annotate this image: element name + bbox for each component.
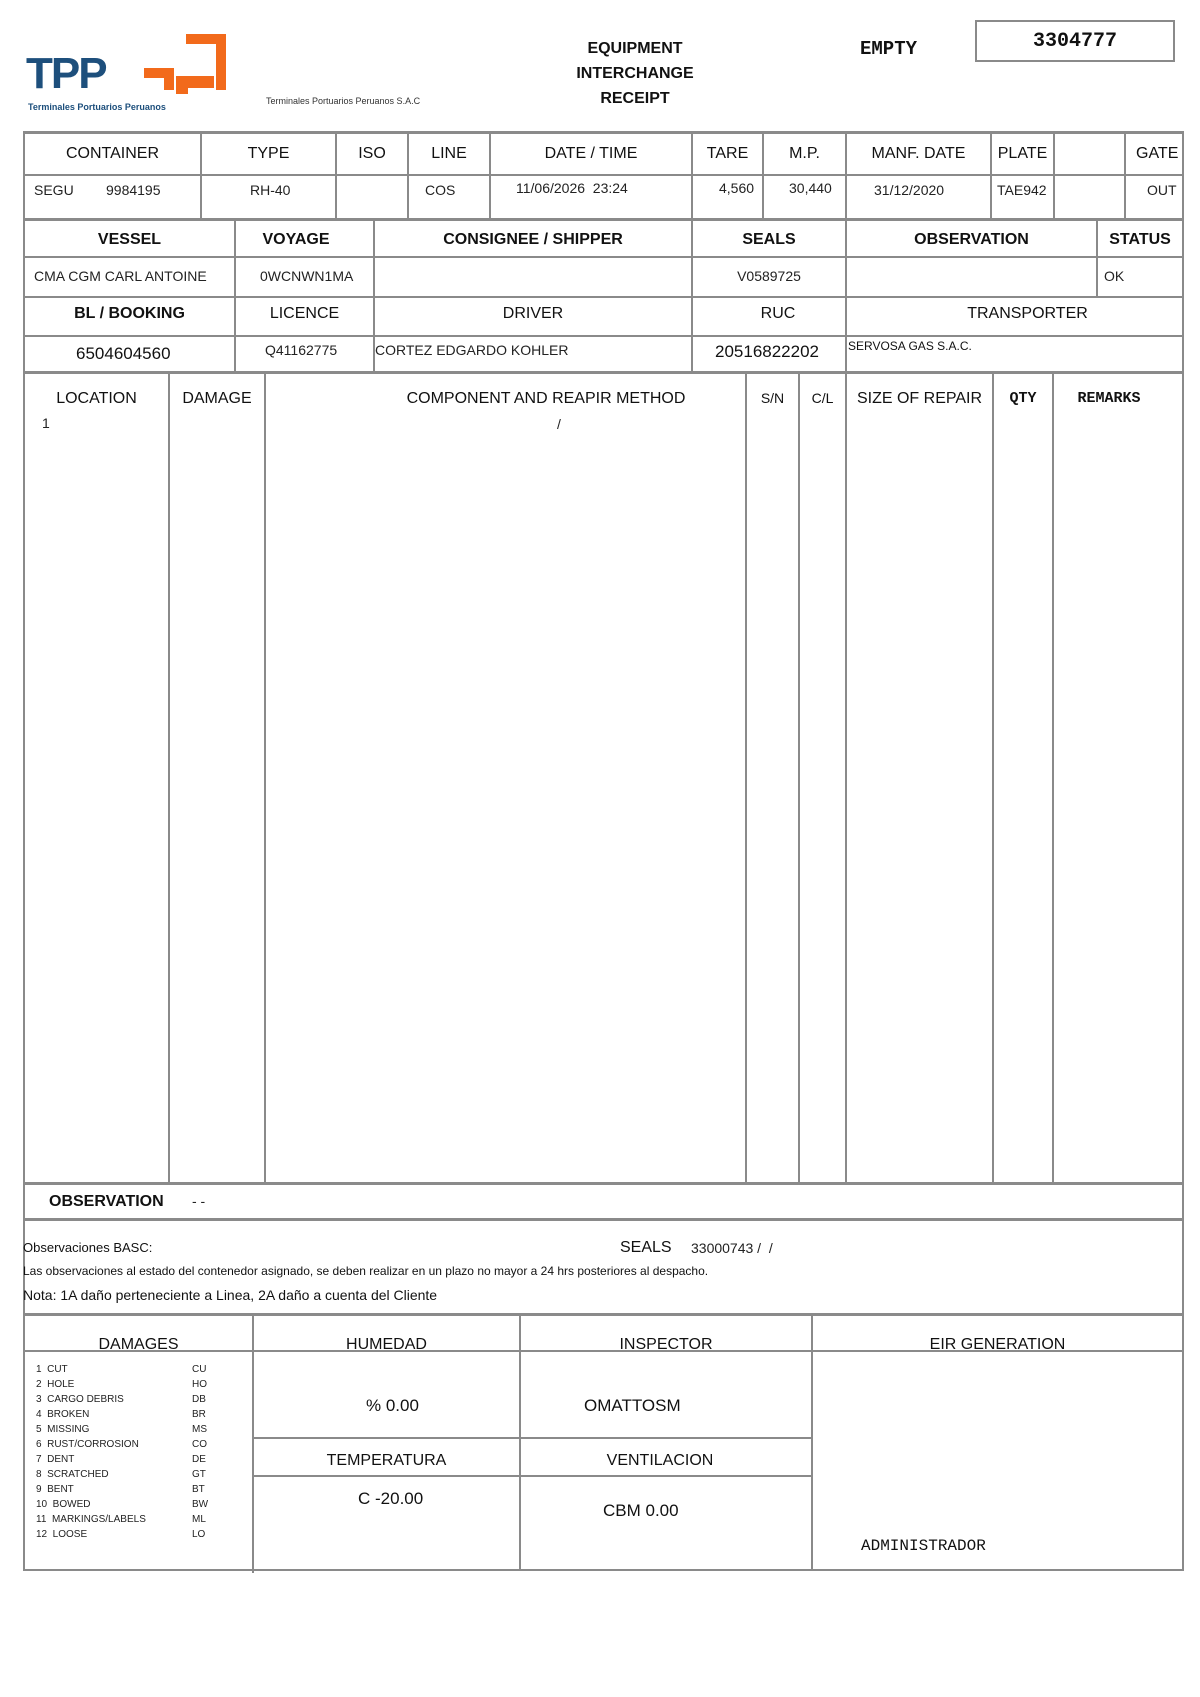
damage-code-name: 11 MARKINGS/LABELS: [36, 1514, 146, 1525]
grid-line: [23, 256, 1184, 258]
damage-code-abbr: CU: [192, 1364, 207, 1375]
logo-subtitle: Terminales Portuarios Peruanos: [28, 102, 166, 112]
header-driver: DRIVER: [502, 305, 564, 322]
tare: 4,560: [719, 180, 755, 196]
header-manf-date: MANF. DATE: [871, 145, 966, 162]
grid-line: [23, 1218, 1184, 1221]
damages-label: DAMAGES: [98, 1336, 179, 1353]
header-seals: SEALS: [742, 231, 796, 248]
header-cl: C/L: [811, 390, 834, 406]
header-gate: GATE: [1136, 145, 1179, 162]
observation-label: OBSERVATION: [49, 1193, 164, 1210]
receipt-number: 3304777: [1032, 30, 1117, 53]
header-mp: M.P.: [789, 145, 820, 162]
damage-code-item: [36, 1437, 226, 1452]
licence-number: Q41162775: [265, 342, 338, 358]
grid-line: [168, 371, 170, 1183]
title-line-2: INTERCHANGE: [576, 65, 694, 82]
observation-text: - -: [192, 1193, 206, 1209]
damage-code-name: 5 MISSING: [36, 1424, 90, 1435]
damage-code-item: [36, 1512, 226, 1527]
grid-line: [23, 218, 1184, 221]
damage-code-item: [36, 1407, 226, 1422]
basc-note: Nota: 1A daño perteneciente a Linea, 2A daño a cuenta del Cliente: [23, 1287, 438, 1303]
header-sn: S/N: [760, 390, 785, 406]
damage-code-name: 7 DENT: [36, 1454, 75, 1465]
damage-code-name: 8 SCRATCHED: [36, 1469, 109, 1480]
grid-line: [253, 1437, 813, 1439]
seal-number: V0589725: [737, 268, 801, 284]
header-type: TYPE: [247, 145, 290, 162]
basc-notice: Las observaciones al estado del contenedor asignado, se deben realizar en un plazo no mayor a 24 hrs posteriores al despacho.: [23, 1264, 709, 1278]
eir-generation-label: EIR GENERATION: [929, 1336, 1066, 1353]
header-voyage: VOYAGE: [262, 231, 330, 248]
container-number: 9984195: [106, 182, 161, 198]
inspector-label: INSPECTOR: [619, 1336, 713, 1353]
damage-code-abbr: ML: [192, 1514, 206, 1525]
svg-text:TPP: TPP: [26, 49, 106, 98]
ruc-number: 20516822202: [715, 342, 820, 361]
voyage: 0WCNWN1MA: [260, 268, 354, 284]
header-vessel: VESSEL: [97, 231, 162, 248]
header-ruc: RUC: [760, 305, 796, 322]
damage-code-item: [36, 1422, 226, 1437]
header-status: STATUS: [1109, 231, 1171, 248]
humedad-value: % 0.00: [366, 1396, 419, 1415]
max-payload: 30,440: [789, 180, 832, 196]
document-title: [530, 36, 740, 111]
status-value: OK: [1104, 268, 1125, 284]
grid-line: [23, 131, 25, 1571]
damage-code-abbr: HO: [192, 1379, 207, 1390]
damage-code-name: 4 BROKEN: [36, 1409, 90, 1420]
ventilacion-label: VENTILACION: [606, 1452, 714, 1469]
damage-code-name: 6 RUST/CORROSION: [36, 1439, 139, 1450]
grid-line: [253, 1475, 813, 1477]
header-component-method: COMPONENT AND REAPIR METHOD: [406, 390, 686, 407]
repair-method: /: [557, 416, 561, 432]
receipt-number-box: [975, 20, 1175, 62]
ventilacion-value: CBM 0.00: [603, 1501, 679, 1520]
grid-line: [1096, 218, 1098, 296]
damage-code-item: [36, 1482, 226, 1497]
grid-line: [23, 335, 1184, 337]
damage-code-name: 12 LOOSE: [36, 1529, 88, 1540]
company-logo: [26, 30, 226, 112]
shipping-line: COS: [425, 182, 456, 198]
header-line: LINE: [431, 145, 467, 162]
header-size-of-repair: SIZE OF REPAIR: [856, 390, 983, 407]
grid-line: [23, 371, 1184, 374]
header-observation: OBSERVATION: [914, 231, 1029, 248]
status-label: EMPTY: [860, 38, 918, 60]
header-qty: QTY: [1009, 390, 1037, 407]
damage-code-abbr: MS: [192, 1424, 207, 1435]
damage-code-name: 2 HOLE: [36, 1379, 75, 1390]
header-consignee: CONSIGNEE / SHIPPER: [443, 231, 623, 248]
grid-line: [798, 371, 800, 1183]
damage-code-item: [36, 1392, 226, 1407]
damage-code-item: [36, 1527, 226, 1542]
damage-code-name: 1 CUT: [36, 1364, 68, 1375]
grid-line: [23, 1569, 1184, 1571]
header-location: LOCATION: [56, 390, 137, 407]
grid-line: [23, 1182, 1184, 1185]
header-licence: LICENCE: [269, 305, 340, 322]
header-bl-booking: BL / BOOKING: [74, 305, 185, 322]
damage-code-name: 10 BOWED: [36, 1499, 91, 1510]
damage-code-abbr: DE: [192, 1454, 206, 1465]
damage-code-abbr: BW: [192, 1499, 209, 1510]
damage-code-abbr: DB: [192, 1394, 206, 1405]
header-transporter: TRANSPORTER: [967, 305, 1088, 322]
temperatura-value: C -20.00: [358, 1489, 424, 1508]
grid-line: [23, 174, 1184, 176]
container-prefix: SEGU: [34, 182, 74, 198]
damage-code-abbr: BT: [192, 1484, 205, 1495]
gate: OUT: [1147, 182, 1177, 198]
eir-generated-by: ADMINISTRADOR: [861, 1537, 986, 1555]
grid-line: [845, 371, 847, 1183]
grid-line: [1053, 131, 1055, 219]
damage-code-item: [36, 1452, 226, 1467]
header-tare: TARE: [706, 145, 749, 162]
header-iso: ISO: [358, 145, 386, 162]
transporter-name: SERVOSA GAS S.A.C.: [848, 339, 972, 353]
title-line-1: EQUIPMENT: [587, 40, 683, 57]
driver-name: CORTEZ EDGARDO KOHLER: [375, 342, 569, 358]
header-damage: DAMAGE: [182, 390, 252, 407]
grid-line: [23, 1313, 1184, 1316]
header-remarks: REMARKS: [1077, 390, 1141, 407]
damage-code-abbr: BR: [192, 1409, 206, 1420]
seals-label: SEALS: [620, 1239, 672, 1256]
damage-code-item: [36, 1497, 226, 1512]
header-date-time: DATE / TIME: [544, 145, 638, 162]
damage-code-abbr: CO: [192, 1439, 207, 1450]
damage-code-name: 9 BENT: [36, 1484, 74, 1495]
title-line-3: RECEIPT: [600, 90, 670, 107]
header-container: CONTAINER: [65, 145, 160, 162]
grid-line: [745, 371, 747, 1183]
grid-line: [992, 371, 994, 1183]
damage-code-abbr: GT: [192, 1469, 206, 1480]
container-type: RH-40: [250, 182, 291, 198]
grid-line: [264, 371, 266, 1183]
damage-code-item: [36, 1377, 226, 1392]
vessel-name: CMA CGM CARL ANTOINE: [34, 268, 207, 284]
booking-number: 6504604560: [76, 344, 171, 363]
manufacture-date: 31/12/2020: [874, 182, 945, 198]
grid-line: [23, 131, 1184, 134]
humedad-label: HUMEDAD: [346, 1336, 427, 1353]
plate: TAE942: [997, 182, 1047, 198]
date-time: 11/06/2026 23:24: [516, 180, 628, 196]
damage-location: 1: [42, 415, 50, 431]
temperatura-label: TEMPERATURA: [326, 1452, 447, 1469]
grid-line: [23, 296, 1184, 298]
company-name: Terminales Portuarios Peruanos S.A.C: [266, 96, 421, 106]
grid-line: [1052, 371, 1054, 1183]
damage-code-abbr: LO: [192, 1529, 206, 1540]
grid-line: [1124, 131, 1126, 219]
damage-code-item: [36, 1362, 226, 1377]
grid-line: [1182, 131, 1184, 1571]
damage-code-name: 3 CARGO DEBRIS: [36, 1394, 124, 1405]
seals-value: 33000743 / /: [691, 1240, 773, 1256]
basc-label: Observaciones BASC:: [23, 1240, 153, 1255]
damage-code-item: [36, 1467, 226, 1482]
inspector-value: OMATTOSM: [584, 1396, 681, 1415]
header-plate: PLATE: [997, 145, 1048, 162]
damage-codes-list: [36, 1362, 226, 1542]
